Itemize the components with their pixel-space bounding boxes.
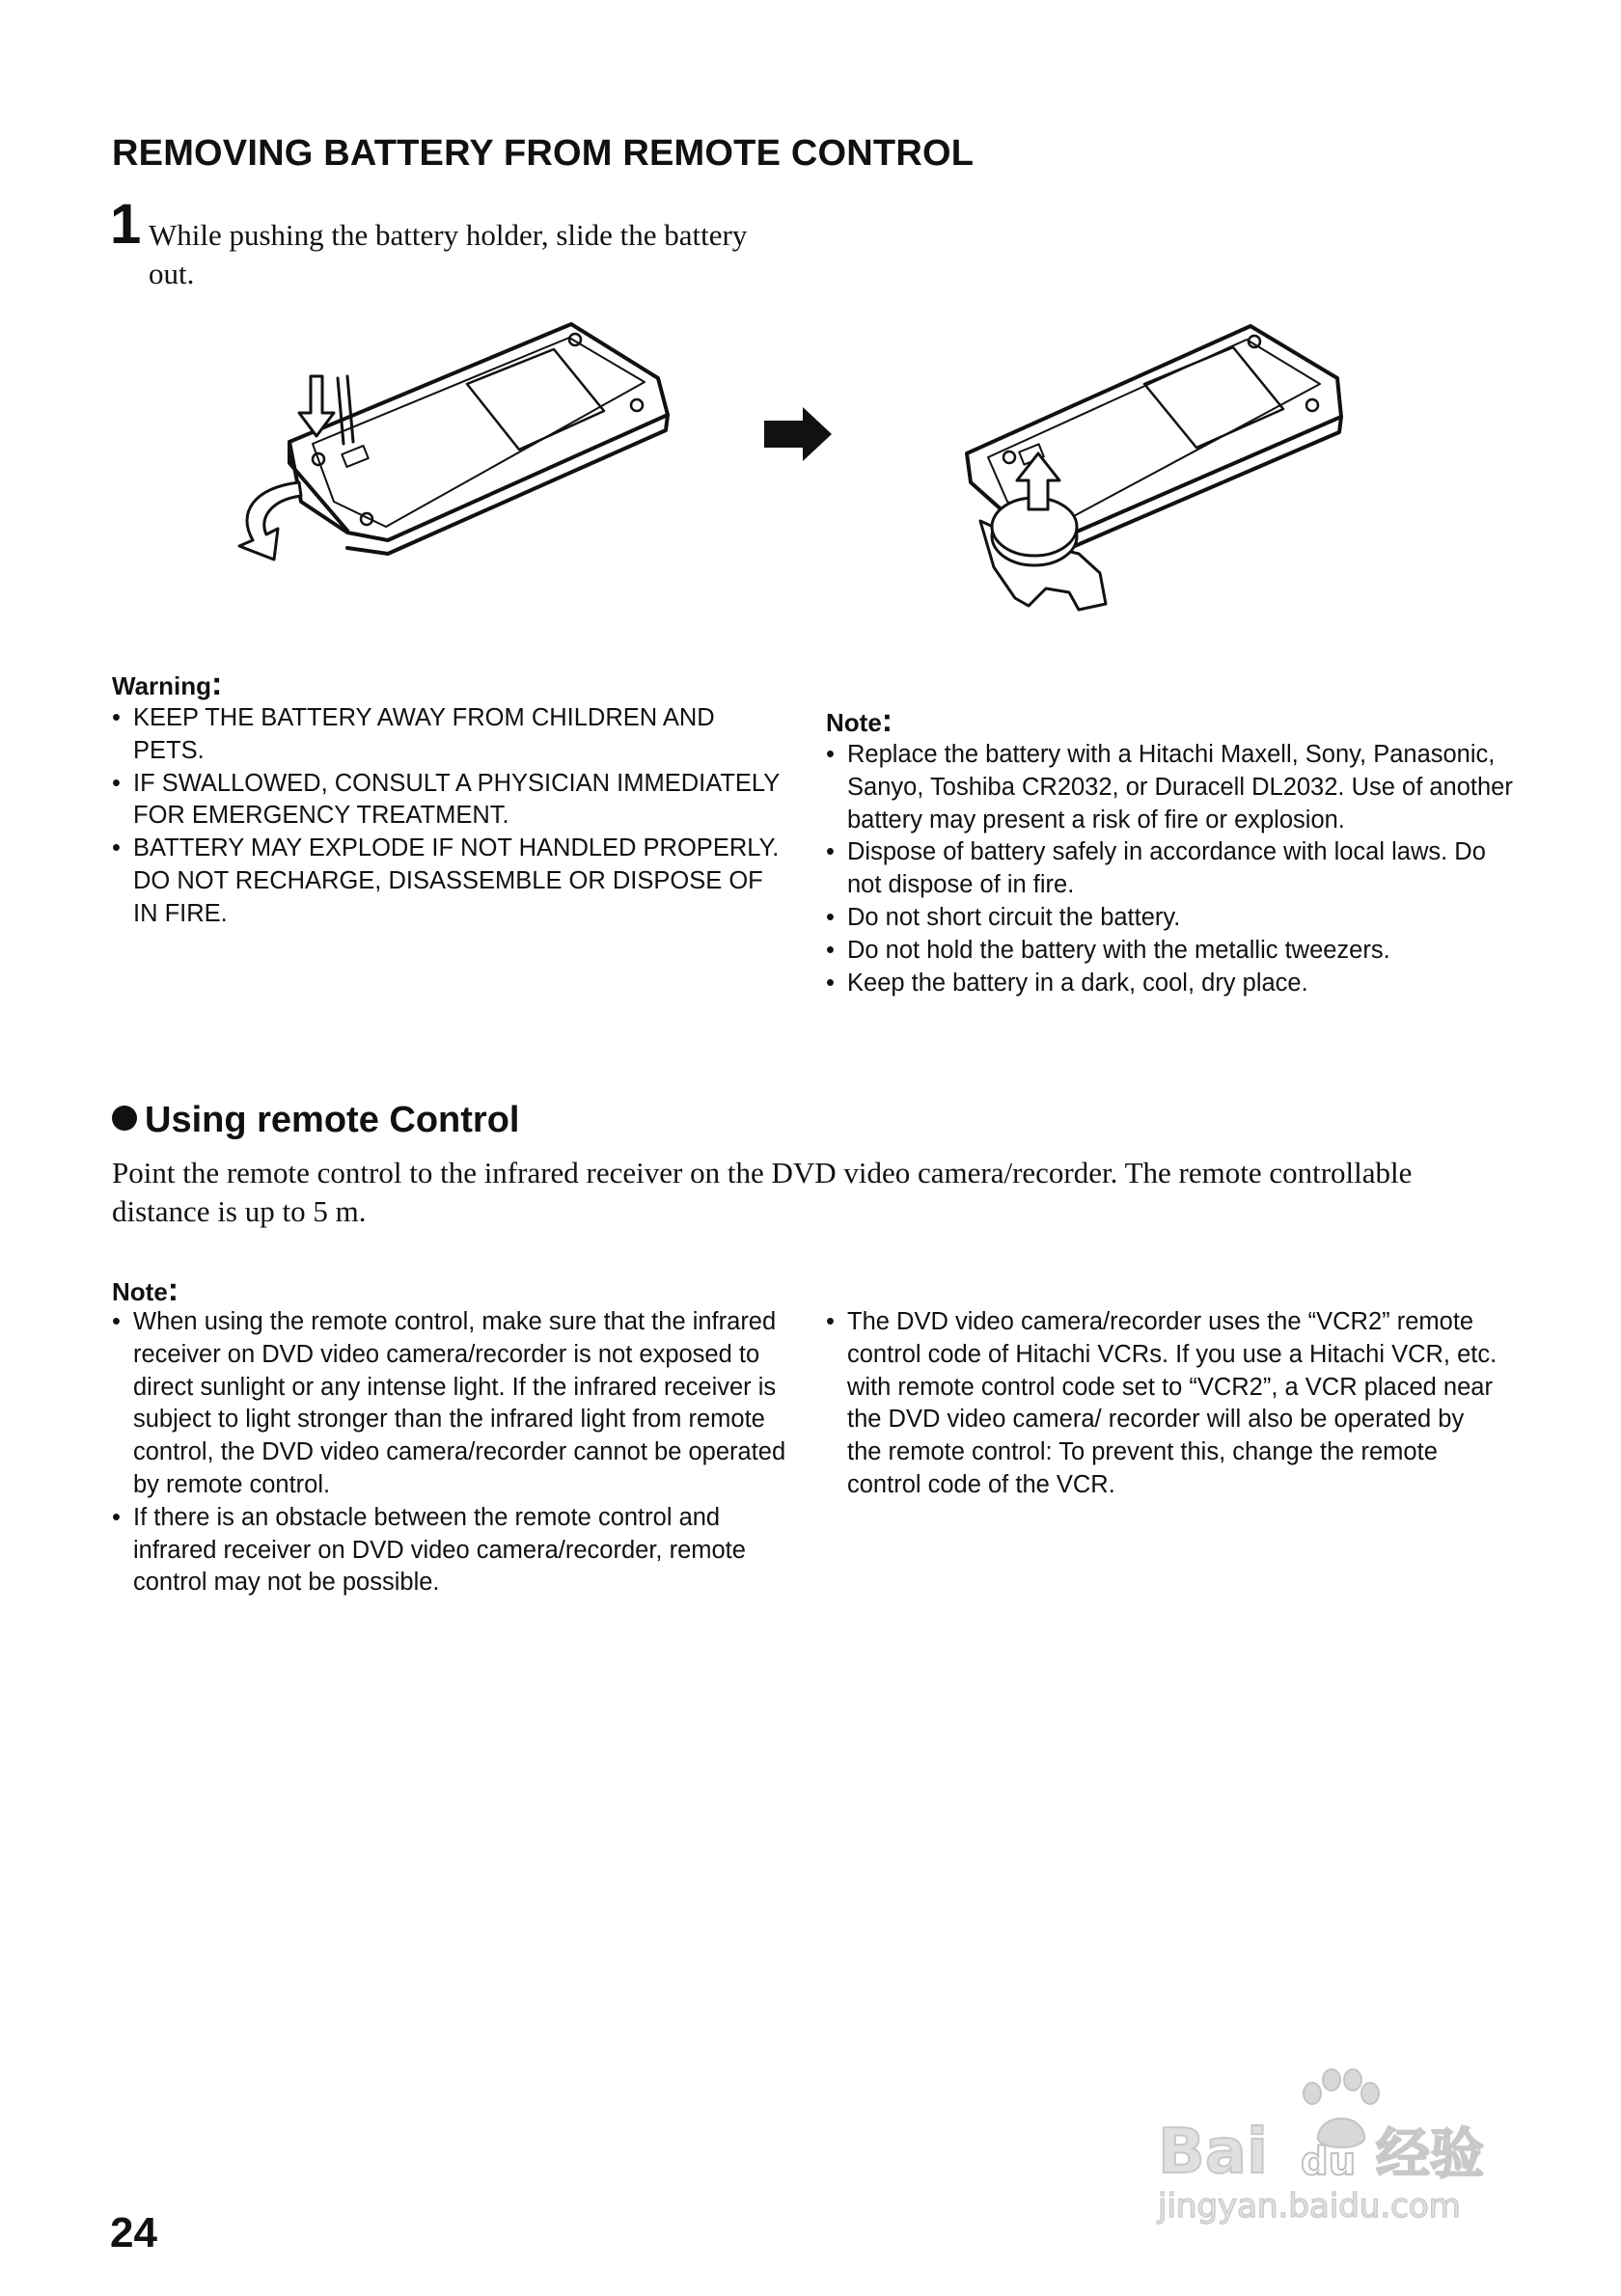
list-item: • The DVD video camera/recorder uses the “VCR2” remote control code of Hitachi VCRs. If you use a Hitachi VCR, etc. with remote control code set to “VCR2”, a VCR placed near the DVD video camera/ recorder will also be operated by the remote control: To prevent this, change the remote control code of the VCR. [826, 1306, 1501, 1502]
list-item: • When using the remote control, make sure that the infrared receiver on DVD video camera/recorder is not exposed to direct sunlight or any intense light. If the infrared receiver is subject to light stronger than the infrared light from remote control, the DVD video camera/recorder cannot be operated by remote control. [112, 1306, 787, 1502]
bullet-circle-icon [112, 1106, 137, 1131]
remote-note-right-column [826, 1306, 1501, 1502]
using-remote-text: Point the remote control to the infrared receiver on the DVD video camera/recorder. The remote controllable distance is up to 5 m. [112, 1156, 1413, 1228]
using-remote-heading: Using remote Control [112, 1100, 519, 1141]
remote-right-illustration [967, 326, 1341, 610]
list-item: • IF SWALLOWED, CONSULT A PHYSICIAN IMMEDIATELY FOR EMERGENCY TREATMENT. [112, 768, 787, 834]
svg-text:jingyan.baidu.com: jingyan.baidu.com [1158, 2187, 1461, 2226]
svg-text:经验: 经验 [1376, 2123, 1484, 2186]
svg-text:du: du [1301, 2140, 1357, 2184]
remote-note-heading: Note: [112, 1271, 179, 1308]
list-item: • Do not short circuit the battery. [826, 902, 1521, 935]
list-item: • Replace the battery with a Hitachi Maxell, Sony, Panasonic, Sanyo, Toshiba CR2032, or Duracell DL2032. Use of another battery may present a risk of fire or explosion. [826, 739, 1521, 836]
svg-text:Bai: Bai [1158, 2117, 1268, 2188]
page-number: 24 [110, 2209, 157, 2256]
battery-note-list [826, 739, 1521, 999]
list-item: • BATTERY MAY EXPLODE IF NOT HANDLED PROPERLY. DO NOT RECHARGE, DISASSEMBLE OR DISPOSE OF IN FIRE. [112, 833, 787, 930]
note-heading: Note: [826, 702, 893, 739]
list-item: • KEEP THE BATTERY AWAY FROM CHILDREN AND PETS. [112, 702, 787, 768]
list-item: • Keep the battery in a dark, cool, dry place. [826, 968, 1521, 1000]
battery-removal-illustration [0, 0, 1621, 675]
baidu-watermark-logo [1139, 2055, 1544, 2228]
step-number: 1 [110, 193, 142, 256]
list-item: • Do not hold the battery with the metallic tweezers. [826, 935, 1521, 968]
list-item: • Dispose of battery safely in accordance with local laws. Do not dispose of in fire. [826, 836, 1521, 902]
battery-note-block [826, 704, 1521, 999]
remote-left-illustration [239, 324, 668, 560]
section-title: REMOVING BATTERY FROM REMOTE CONTROL [112, 133, 975, 174]
warning-block [112, 668, 787, 931]
step-instruction: While pushing the battery holder, slide the battery out. [149, 218, 748, 290]
remote-note-left-column [112, 1306, 787, 1599]
list-item: • If there is an obstacle between the remote control and infrared receiver on DVD video camera/recorder, remote control may not be possible. [112, 1502, 787, 1599]
warning-heading: Warning: [112, 666, 223, 702]
warning-list [112, 702, 787, 931]
arrow-right-icon [764, 407, 832, 461]
